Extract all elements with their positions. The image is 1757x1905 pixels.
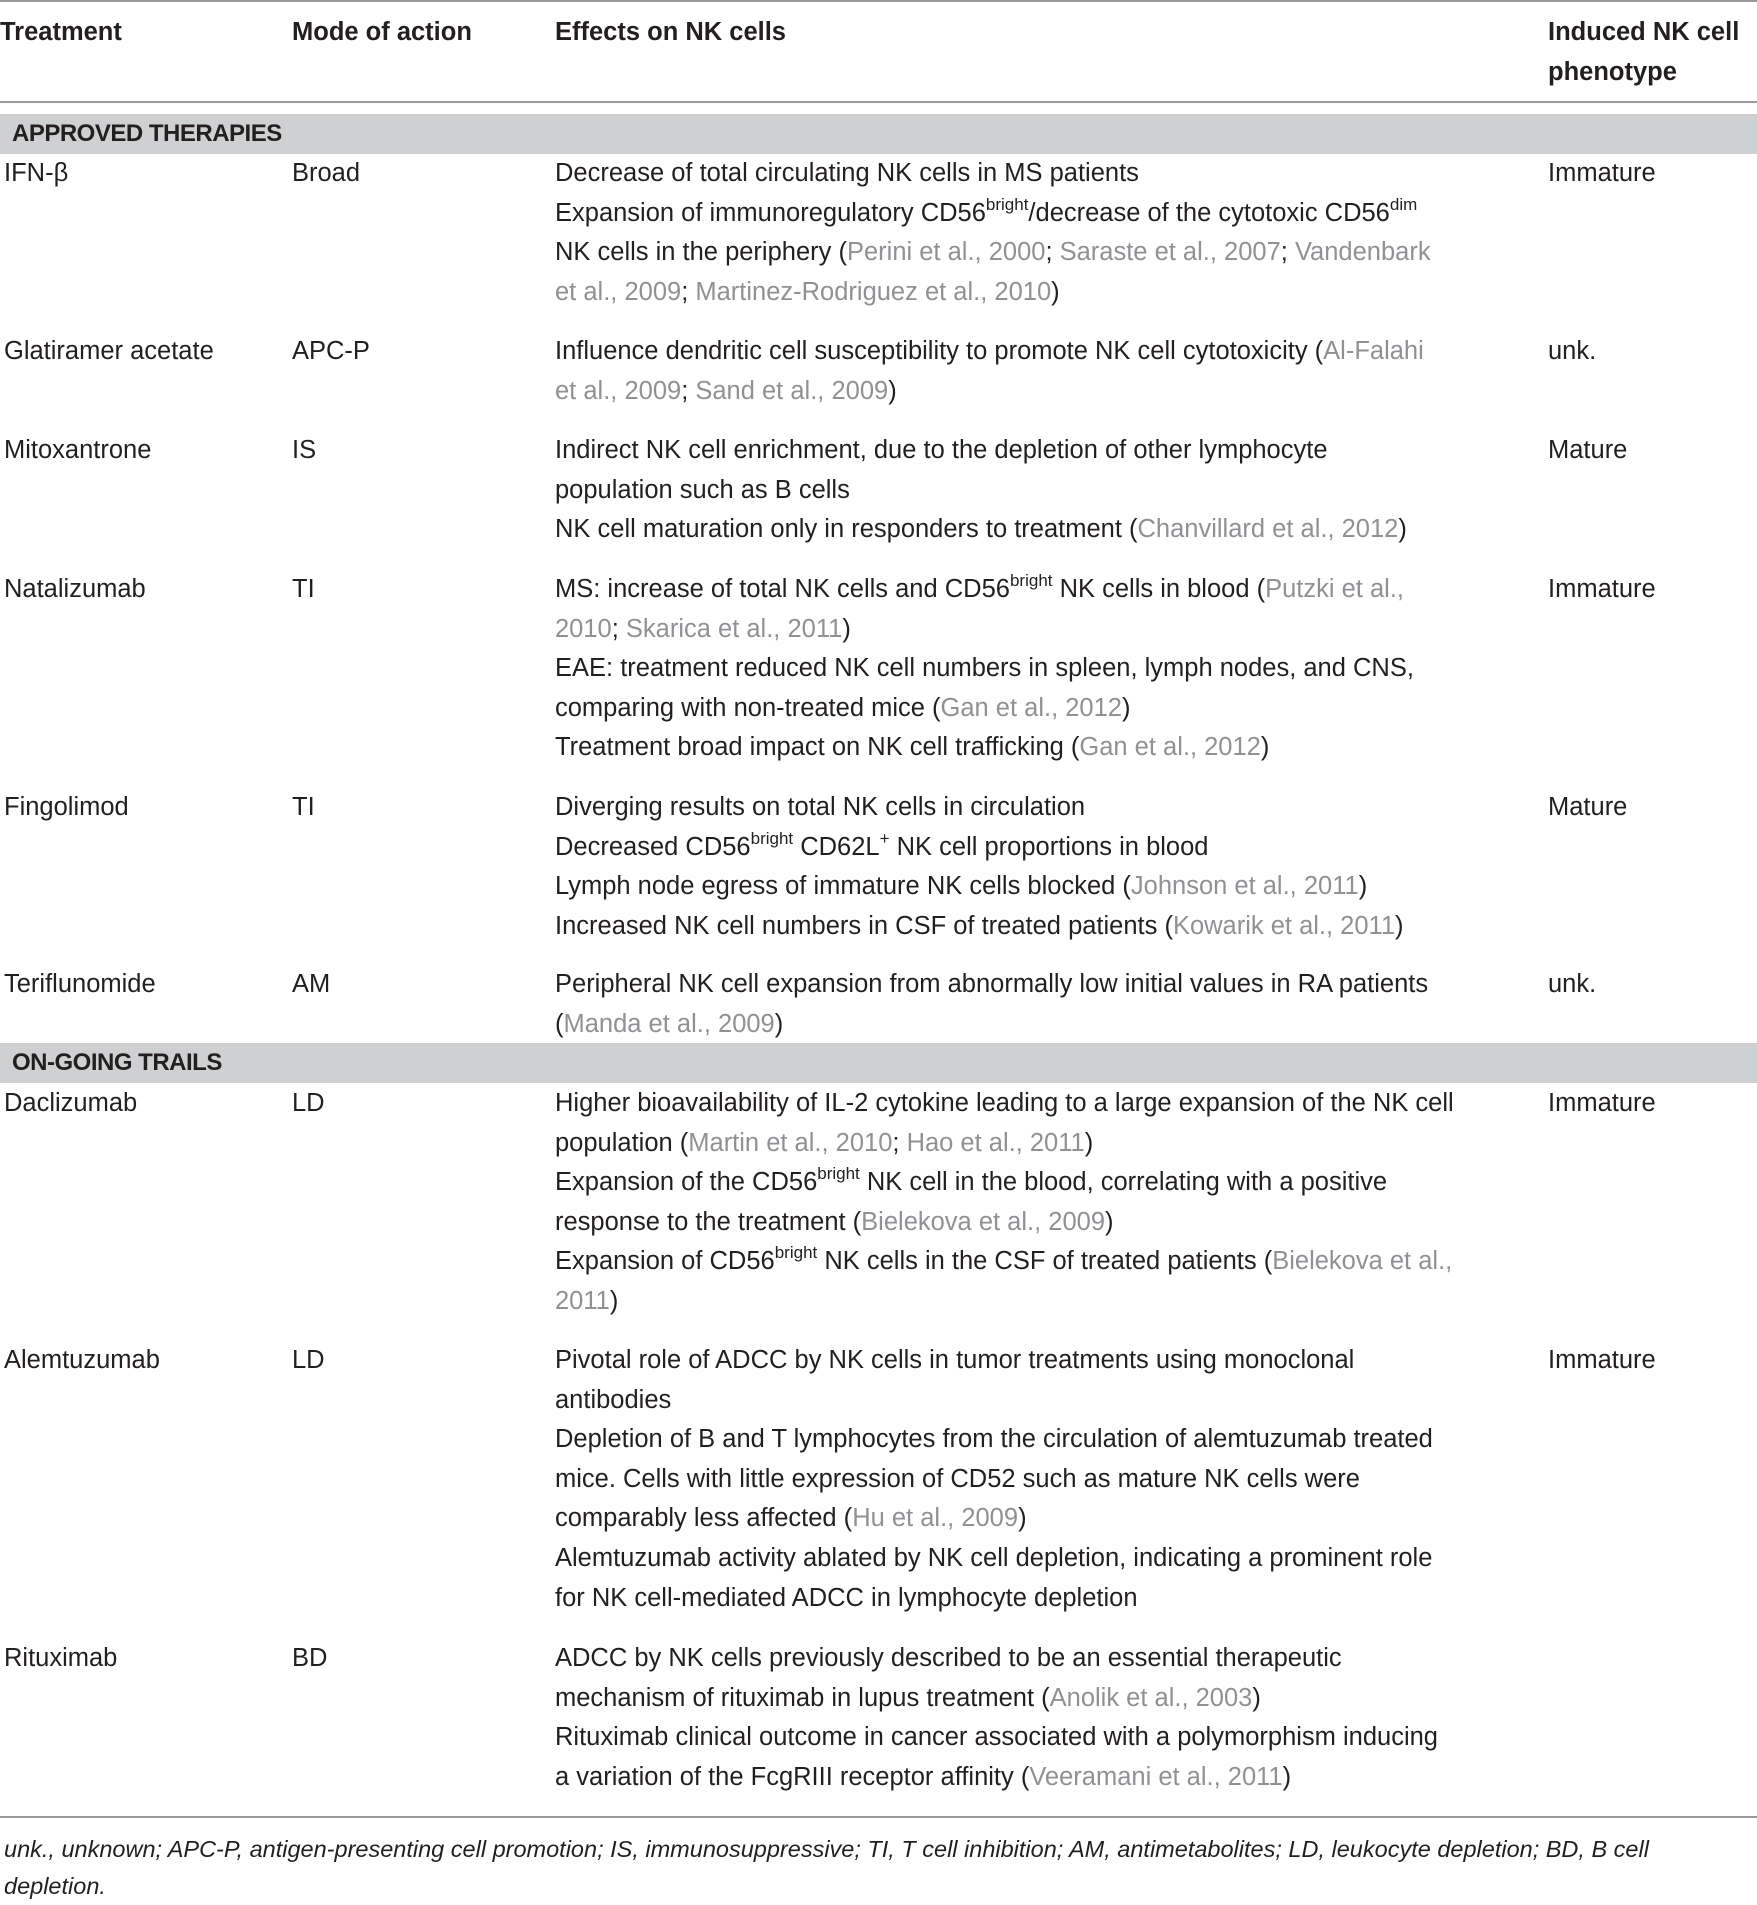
effect-line xyxy=(555,232,1431,272)
effect-text: NK cells in the CSF of treated patients ( xyxy=(817,1247,1273,1275)
header-mode-of-action: Mode of action xyxy=(292,18,472,46)
phenotype-cell: Mature xyxy=(1548,793,1628,821)
effect-text: MS: increase of total NK cells and CD56 xyxy=(555,575,1010,603)
effect-text: ( xyxy=(555,1010,564,1038)
effect-line xyxy=(555,1717,1438,1757)
phenotype-cell: unk. xyxy=(1548,970,1597,998)
citation: Gan et al., 2012 xyxy=(940,694,1122,722)
citation: Hu et al., 2009 xyxy=(852,1504,1019,1532)
citation: Hao et al., 2011 xyxy=(906,1129,1085,1157)
phenotype-cell: Immature xyxy=(1548,1346,1656,1374)
effect-text: ) xyxy=(1398,515,1407,543)
effect-line xyxy=(555,569,1404,609)
effect-text: NK cells in the periphery ( xyxy=(555,238,847,266)
effect-line xyxy=(555,787,1085,827)
citation: Saraste et al., 2007 xyxy=(1059,238,1281,266)
treatment-cell: IFN-β xyxy=(4,159,69,187)
mode-of-action-cell: APC-P xyxy=(292,337,370,365)
citation: Manda et al., 2009 xyxy=(563,1010,775,1038)
effect-text: for NK cell-mediated ADCC in lymphocyte depletion xyxy=(555,1584,1138,1612)
effect-text: comparing with non-treated mice ( xyxy=(555,694,941,722)
effect-line xyxy=(555,1678,1261,1718)
citation: Bielekova et al., 2009 xyxy=(861,1208,1106,1236)
effect-line xyxy=(555,1419,1433,1459)
mode-of-action-cell: LD xyxy=(292,1346,325,1374)
effect-text: ) xyxy=(842,615,851,643)
mode-of-action-cell: AM xyxy=(292,970,331,998)
effect-text: ) xyxy=(1018,1504,1027,1532)
effect-text: ) xyxy=(1105,1208,1114,1236)
citation: Chanvillard et al., 2012 xyxy=(1137,515,1399,543)
effect-line xyxy=(555,1241,1452,1281)
effect-text: Pivotal role of ADCC by NK cells in tumor treatments using monoclonal xyxy=(555,1346,1355,1374)
effect-line xyxy=(555,1538,1432,1578)
citation: et al., 2009 xyxy=(555,278,682,306)
effect-line xyxy=(555,509,1407,549)
effect-line xyxy=(555,331,1424,371)
superscript: bright xyxy=(750,829,794,848)
effect-text: NK cell in the blood, correlating with a positive xyxy=(859,1168,1388,1196)
effect-line xyxy=(555,193,1417,233)
effect-text: ) xyxy=(888,377,897,405)
mode-of-action-cell: Broad xyxy=(292,159,361,187)
treatment-cell: Fingolimod xyxy=(4,793,129,821)
header-induced-phenotype: Induced NK cell phenotype xyxy=(1548,18,1740,86)
phenotype-cell: Immature xyxy=(1548,1089,1656,1117)
section-ongoing-trials xyxy=(0,1043,1757,1083)
effect-text: Treatment broad impact on NK cell trafficking ( xyxy=(555,733,1080,761)
effect-text: ; xyxy=(611,615,626,643)
effect-text: ) xyxy=(1282,1763,1292,1791)
mode-of-action-cell: IS xyxy=(292,436,317,464)
effect-text: Diverging results on total NK cells in circulation xyxy=(555,793,1086,821)
mode-of-action-cell: TI xyxy=(292,575,315,603)
superscript: dim xyxy=(1389,195,1418,214)
header-effects-on-nk-cells: Effects on NK cells xyxy=(555,18,786,46)
treatment-cell: Glatiramer acetate xyxy=(4,337,214,365)
header-treatment: Treatment xyxy=(0,18,122,46)
citation: Al-Falahi xyxy=(1323,337,1424,365)
citation: Anolik et al., 2003 xyxy=(1049,1684,1253,1712)
effect-text: ) xyxy=(1051,278,1060,306)
effect-text: NK cell proportions in blood xyxy=(889,833,1209,861)
citation: Gan et al., 2012 xyxy=(1079,733,1261,761)
effect-text: Influence dendritic cell susceptibility to promote NK cell cytotoxicity ( xyxy=(555,337,1324,365)
citation: 2011 xyxy=(555,1287,610,1315)
effect-line xyxy=(555,1123,1093,1163)
citation: Vandenbark xyxy=(1294,238,1431,266)
effect-line xyxy=(555,1004,783,1044)
effect-text: Rituximab clinical outcome in cancer associated with a polymorphism inducing xyxy=(555,1723,1438,1751)
treatment-cell: Daclizumab xyxy=(4,1089,138,1117)
effect-text: Expansion of CD56 xyxy=(555,1247,775,1275)
effect-text: Expansion of the CD56 xyxy=(555,1168,818,1196)
effect-text: ) xyxy=(1084,1129,1094,1157)
effect-text: ADCC by NK cells previously described to be an essential therapeutic xyxy=(555,1644,1342,1672)
effect-line xyxy=(555,430,1328,470)
header-rule xyxy=(0,101,1757,103)
effect-line xyxy=(555,470,850,510)
superscript: bright xyxy=(1009,571,1053,590)
effect-text: ; xyxy=(681,377,696,405)
superscript: bright xyxy=(817,1164,860,1183)
effect-line xyxy=(555,1638,1342,1678)
effect-text: ) xyxy=(609,1287,619,1315)
effect-text: ; xyxy=(892,1129,907,1157)
superscript: bright xyxy=(774,1243,818,1262)
effect-text: mechanism of rituximab in lupus treatment ( xyxy=(555,1684,1050,1712)
citation: 2010 xyxy=(555,615,612,643)
effect-text: ) xyxy=(1395,912,1404,940)
effect-text: Depletion of B and T lymphocytes from the circulation of alemtuzumab treated xyxy=(555,1425,1433,1453)
citation: Johnson et al., 2011 xyxy=(1130,872,1359,900)
effect-text: ) xyxy=(1121,694,1131,722)
effect-text: Expansion of immunoregulatory CD56 xyxy=(555,199,986,227)
effect-line xyxy=(555,153,1139,193)
effect-text: Peripheral NK cell expansion from abnormally low initial values in RA patients xyxy=(555,970,1429,998)
phenotype-cell: Mature xyxy=(1548,436,1628,464)
effect-text: NK cell maturation only in responders to treatment ( xyxy=(555,515,1138,543)
effect-text: Lymph node egress of immature NK cells blocked ( xyxy=(555,872,1131,900)
effect-line xyxy=(555,906,1404,946)
section-label: ON-GOING TRAILS xyxy=(12,1049,222,1076)
bottom-rule xyxy=(0,1816,1757,1818)
effect-text: Increased NK cell numbers in CSF of treated patients ( xyxy=(555,912,1173,940)
effect-line xyxy=(555,827,1208,867)
effect-text: ) xyxy=(1260,733,1270,761)
citation: Skarica et al., 2011 xyxy=(625,615,843,643)
effect-line xyxy=(555,727,1269,767)
effect-text: ; xyxy=(1045,238,1060,266)
effect-line xyxy=(555,866,1367,906)
effect-line xyxy=(555,1498,1027,1538)
effect-text: /decrease of the cytotoxic CD56 xyxy=(1028,199,1390,227)
effect-line xyxy=(555,964,1428,1004)
treatment-cell: Natalizumab xyxy=(4,575,146,603)
citation: Veeramani et al., 2011 xyxy=(1029,1763,1283,1791)
citation: Bielekova et al., xyxy=(1272,1247,1453,1275)
effect-line xyxy=(555,1340,1354,1380)
treatment-cell: Mitoxantrone xyxy=(4,436,152,464)
mode-of-action-cell: BD xyxy=(292,1644,328,1672)
effect-text: ; xyxy=(681,278,696,306)
treatment-cell: Teriflunomide xyxy=(4,970,156,998)
effect-text: Decrease of total circulating NK cells in MS patients xyxy=(555,159,1139,187)
effect-text: mice. Cells with little expression of CD52 such as mature NK cells were xyxy=(555,1465,1360,1493)
phenotype-cell: Immature xyxy=(1548,575,1656,603)
citation: Sand et al., 2009 xyxy=(695,377,889,405)
citation: Martinez-Rodriguez et al., 2010 xyxy=(695,278,1052,306)
effect-line xyxy=(555,1281,618,1321)
superscript: bright xyxy=(985,195,1029,214)
top-rule xyxy=(0,0,1757,2)
treatment-cell: Alemtuzumab xyxy=(4,1346,160,1374)
effect-line xyxy=(555,371,897,411)
section-label: APPROVED THERAPIES xyxy=(12,120,282,147)
effect-text: a variation of the FcgRIII receptor affinity ( xyxy=(555,1763,1030,1791)
effect-line xyxy=(555,272,1060,312)
effect-line xyxy=(555,1380,671,1420)
superscript: + xyxy=(879,829,890,848)
effect-text: ) xyxy=(1252,1684,1261,1712)
effect-text: Indirect NK cell enrichment, due to the depletion of other lymphocyte xyxy=(555,436,1328,464)
effect-text: comparably less affected ( xyxy=(555,1504,853,1532)
citation: et al., 2009 xyxy=(555,377,682,405)
effect-text: population ( xyxy=(555,1129,689,1157)
effect-line xyxy=(555,688,1130,728)
effect-text: population such as B cells xyxy=(555,476,850,504)
table-footnote: unk., unknown; APC-P, antigen-presenting cell promotion; IS, immunosuppressive; TI, T cell inhibition; AM, antimetabolites; LD, leukocyte depletion; BD, B cell depletion. xyxy=(4,1836,1649,1899)
treatment-cell: Rituximab xyxy=(4,1644,118,1672)
effect-text: Higher bioavailability of IL-2 cytokine leading to a large expansion of the NK cell xyxy=(555,1089,1454,1117)
phenotype-cell: Immature xyxy=(1548,159,1656,187)
citation: Perini et al., 2000 xyxy=(846,238,1046,266)
citation: Martin et al., 2010 xyxy=(688,1129,893,1157)
effect-text: ; xyxy=(1280,238,1295,266)
effect-line xyxy=(555,609,851,649)
effect-line xyxy=(555,648,1414,688)
effect-text: Alemtuzumab activity ablated by NK cell depletion, indicating a prominent role xyxy=(555,1544,1433,1572)
effect-text: CD62L xyxy=(793,833,880,861)
effect-text: ) xyxy=(1358,872,1368,900)
effect-line xyxy=(555,1202,1114,1242)
effect-text: antibodies xyxy=(555,1386,672,1414)
effect-line xyxy=(555,1083,1454,1123)
effect-line xyxy=(555,1578,1138,1618)
citation: Putzki et al., xyxy=(1265,575,1404,603)
effect-line xyxy=(555,1757,1291,1797)
effect-text: ) xyxy=(774,1010,784,1038)
effect-line xyxy=(555,1459,1360,1499)
mode-of-action-cell: LD xyxy=(292,1089,325,1117)
citation: Kowarik et al., 2011 xyxy=(1172,912,1396,940)
effect-text: response to the treatment ( xyxy=(555,1208,862,1236)
section-approved-therapies xyxy=(0,114,1757,154)
effect-text: NK cells in blood ( xyxy=(1052,575,1266,603)
effect-text: EAE: treatment reduced NK cell numbers in spleen, lymph nodes, and CNS, xyxy=(555,654,1414,682)
effect-text: Decreased CD56 xyxy=(555,833,751,861)
mode-of-action-cell: TI xyxy=(292,793,315,821)
effect-line xyxy=(555,1162,1387,1202)
phenotype-cell: unk. xyxy=(1548,337,1597,365)
